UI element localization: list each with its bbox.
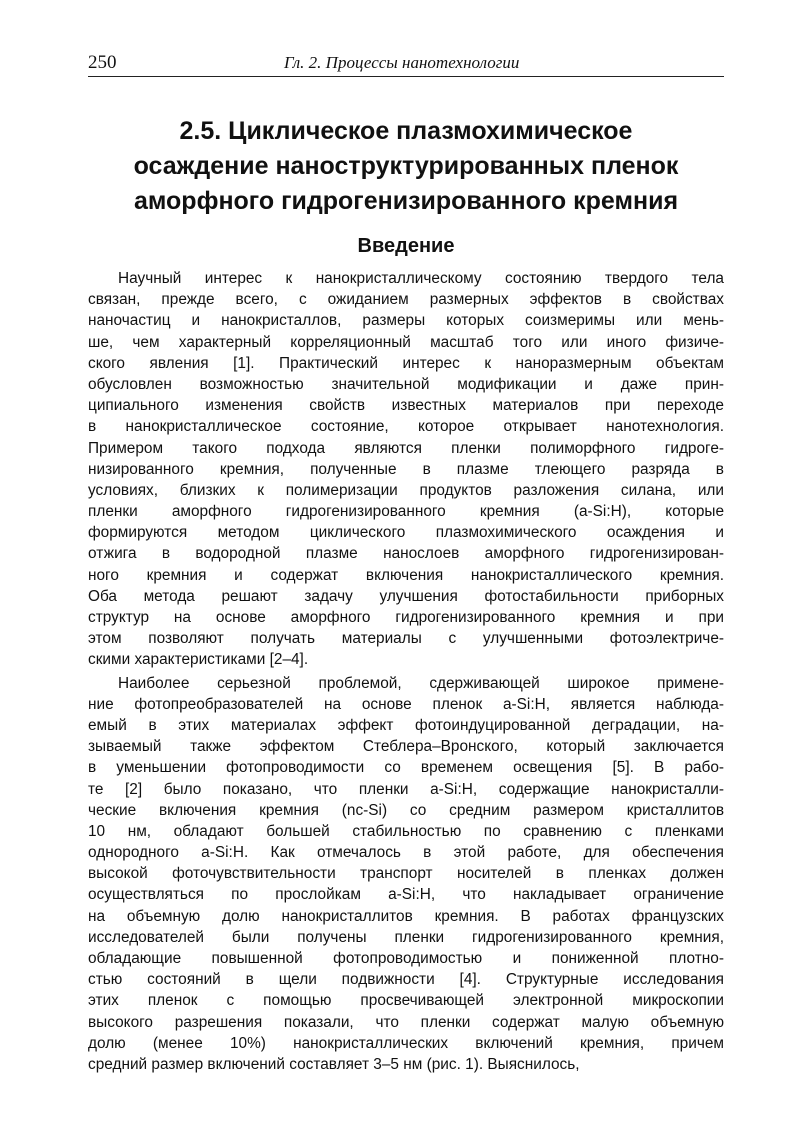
text-line: ного кремния и содержат включения нанокристаллического кремния. <box>88 566 724 584</box>
paragraph <box>88 268 724 671</box>
section-title-line: 2.5. Циклическое плазмохимическое <box>179 117 633 145</box>
text-line: в уменьшении фотопроводимости со временем освещения [5]. В рабо- <box>88 759 724 777</box>
text-line: те [2] было показано, что пленки a-Si:H, содержащие нанокристалли- <box>88 780 724 798</box>
text-line: ского явления [1]. Практический интерес к наноразмерным объектам <box>88 354 724 372</box>
running-head <box>88 52 724 77</box>
text-line: формируются методом циклического плазмохимического осаждения и <box>88 524 724 542</box>
text-line: 10 нм, обладают большей стабильностью по сравнению с пленками <box>88 822 724 840</box>
text-line: однородного a-Si:H. Как отмечалось в этой работе, для обеспечения <box>88 844 724 862</box>
body-text <box>88 268 724 1075</box>
page-number: 250 <box>88 52 117 73</box>
text-line: емый в этих материалах эффект фотоиндуцированной деградации, на- <box>88 716 724 734</box>
text-line: высокого разрешения показали, что пленки содержат малую объемную <box>88 1013 724 1031</box>
text-line: Оба метода решают задачу улучшения фотостабильности приборных <box>88 587 724 605</box>
text-line: ние фотопреобразователей на основе пленок a-Si:H, является наблюда- <box>88 695 724 713</box>
text-line: ципиального изменения свойств известных материалов при переходе <box>88 397 724 415</box>
text-line: ческие включения кремния (nc-Si) со средним размером кристаллитов <box>88 801 724 819</box>
section-title <box>88 114 724 219</box>
text-line: связан, прежде всего, с ожиданием размерных эффектов в свойствах <box>88 291 724 309</box>
paragraph <box>88 673 724 1076</box>
text-line: на объемную долю нанокристаллитов кремния. В работах французских <box>88 907 724 925</box>
text-line: обусловлен возможностью значительной модификации и даже прин- <box>88 375 724 393</box>
text-line: наночастиц и нанокристаллов, размеры которых соизмеримы или мень- <box>88 312 724 330</box>
text-line: Наиболее серьезной проблемой, сдерживающей широкое примене- <box>118 674 724 692</box>
text-line: ше, чем характерный корреляционный масштаб того или иного физиче- <box>88 333 724 351</box>
text-line: низированного кремния, полученные в плазме тлеющего разряда в <box>88 460 724 478</box>
subsection-title: Введение <box>357 235 455 257</box>
text-line: Примером такого подхода являются пленки полиморфного гидроге- <box>88 439 724 457</box>
text-line: зываемый также эффектом Стеблера–Вронского, который заключается <box>88 738 724 756</box>
text-line: средний размер включений составляет 3–5 нм (рис. 1). Выяснилось, <box>88 1055 580 1073</box>
running-title: Гл. 2. Процессы нанотехнологии <box>284 53 520 72</box>
text-line: отжига в водородной плазме нанослоев аморфного гидрогенизирован- <box>88 545 724 563</box>
text-line: структур на основе аморфного гидрогенизированного кремния и при <box>88 609 724 626</box>
text-line: этих пленок с помощью просвечивающей электронной микроскопии <box>88 992 724 1010</box>
text-line: скими характеристиками [2–4]. <box>88 651 309 669</box>
text-line: Научный интерес к нанокристаллическому состоянию твердого тела <box>118 270 724 287</box>
text-line: в нанокристаллическое состояние, которое открывает нанотехнология. <box>88 418 724 436</box>
text-line: осуществляться по прослойкам a-Si:H, что накладывает ограничение <box>88 886 724 904</box>
text-line: этом позволяют получать материалы с улучшенными фотоэлектриче- <box>88 630 724 648</box>
text-line: обладающие повышенной фотопроводимостью и пониженной плотно- <box>88 950 724 967</box>
text-line: высокой фоточувствительности транспорт носителей в пленках должен <box>88 865 724 883</box>
text-line: долю (менее 10%) нанокристаллических включений кремния, причем <box>88 1034 724 1052</box>
section-title-line: осаждение наноструктурированных пленок <box>133 152 679 180</box>
text-line: пленки аморфного гидрогенизированного кремния (a-Si:H), которые <box>88 503 724 521</box>
text-line: условиях, близких к полимеризации продуктов разложения силана, или <box>88 481 724 499</box>
text-line: исследователей были получены пленки гидрогенизированного кремния, <box>88 928 724 946</box>
section-title-line: аморфного гидрогенизированного кремния <box>133 187 679 215</box>
text-line: стью состояний в щели подвижности [4]. Структурные исследования <box>88 971 724 989</box>
